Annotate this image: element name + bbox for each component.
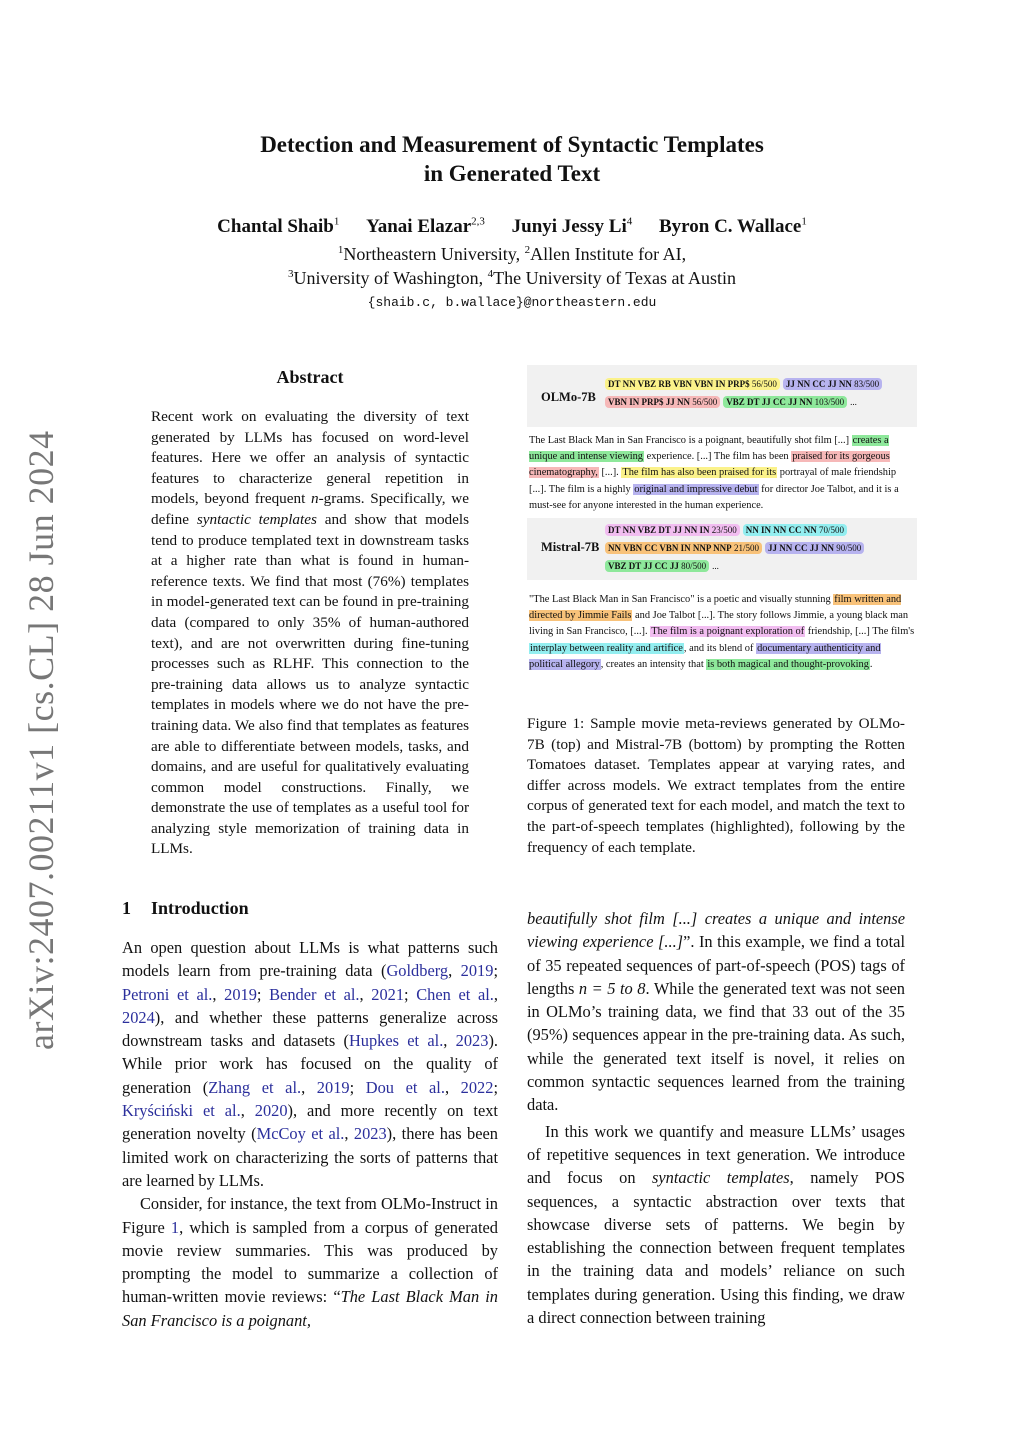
- olmo-sample-text: The Last Black Man in San Francisco is a poignant, beautifully shot film [...] creates a unique and intense viewing experience. [...] The film has been praised for its gorgeous cinematography, [...]. The film has also been praised for its portrayal of male friendship [...]. The film is a highly original and impressive debut for director Joe Talbot, and it is a must-see for anyone interested in the human experience.: [529, 435, 899, 511]
- abstract-heading: Abstract: [276, 367, 344, 387]
- pos-template-tag: NN IN NN CC NN 70/500: [743, 524, 847, 536]
- citation-link[interactable]: McCoy et al.: [256, 1124, 345, 1144]
- template-tags: DT NN VBZ RB VBN VBN IN PRP$ 56/500 JJ NN CC JJ NN 83/500 VBN IN PRP$ JJ NN 56/500 VBZ DT JJ CC JJ NN 103/500 ...: [605, 375, 915, 411]
- arxiv-stamp: arXiv:2407.00211v1 [cs.CL] 28 Jun 2024: [21, 430, 61, 1050]
- abstract-text: Recent work on evaluating the diversity of text generated by LLMs has focused on word-level features. Here we offer an analysis of syntactic features to characterize general repetition in models, beyond frequent n-grams. Specifically, we define syntactic templates and show that models tend to produce templated text in downstream tasks at a higher rate than what is found in human-reference texts. We find that most (76%) templates in model-generated text can be found in pre-training data (compared to only 35% of human-authored text), and are not overwritten during fine-tuning processes such as RLHF. This connection to the pre-training data allows us to analyze syntactic templates in models where we do not have the pre-training data. We also find that templates as features are able to differentiate between models, tasks, and domains, and are useful for qualitatively evaluating common model constructions. Finally, we demonstrate the use of templates as a useful tool for analyzing style memorization of training data in LLMs.: [151, 408, 470, 858]
- olmo-template-box: [527, 365, 917, 427]
- intro-paragraph: Consider, for instance, the text from OLMo-Instruct in Figure 1, which is sampled from a corpus of generated movie review summaries. This was produced by prompting the model to summarize a collection of human-written movie reviews: “The Last Black Man in San Francisco is a poignant,: [122, 1194, 498, 1330]
- author: Chantal Shaib$^1$: [217, 215, 340, 237]
- citation-link[interactable]: Chen et al.: [416, 984, 494, 1004]
- citation-link[interactable]: Goldberg: [386, 961, 449, 981]
- author-email: {shaib.c, b.wallace}@northeastern.edu: [367, 295, 657, 310]
- template-tags: DT NN VBZ DT JJ NN IN 23/500 NN IN NN CC NN 70/500 NN VBN CC VBN IN NNP NNP 21/500 JJ NN CC JJ NN 90/500 VBZ DT JJ CC JJ 80/500 ...: [605, 521, 915, 575]
- citation-link[interactable]: Dou et al.: [365, 1077, 445, 1097]
- citation-link[interactable]: Hupkes et al.: [348, 1031, 444, 1051]
- pos-template-tag: VBZ DT JJ CC JJ 80/500: [605, 560, 709, 572]
- intro-left-column: [122, 936, 498, 1332]
- figure-caption: Figure 1: Sample movie meta-reviews generated by OLMo-7B (top) and Mistral-7B (bottom) by prompting the Rotten Tomatoes dataset. Templates appear at varying rates, and differ across models. We extract templates from the entire corpus of generated text for each model, and match the text to the part-of-speech templates (highlighted), following by the frequency of each template.: [527, 715, 905, 856]
- paper-title: Detection and Measurement of Syntactic Templates in Generated Text: [260, 132, 764, 186]
- citation-link[interactable]: Kryściński et al.: [122, 1101, 241, 1121]
- pos-template-tag: JJ NN CC JJ NN 90/500: [765, 542, 864, 554]
- citation-link[interactable]: Petroni et al.: [122, 984, 213, 1004]
- model-label: Mistral-7B: [541, 540, 600, 555]
- pos-template-tag: NN VBN CC VBN IN NNP NNP 21/500: [605, 542, 762, 554]
- intro-paragraph: In this work we quantify and measure LLMs’ usages of repetitive sequences in text generation. We introduce and focus on syntactic templates, namely POS sequences, a syntactic abstraction over texts that showcase diverse sets of patterns. We begin by establishing the connection between frequent templates in the training data and models’ reliance on such templates during generation. Using this finding, we draw a direct connection between training: [527, 1121, 906, 1328]
- figure-link[interactable]: 1: [170, 1217, 180, 1237]
- affiliation-line-2: $^3$University of Washington, $^4$The University of Texas at Austin: [287, 268, 737, 288]
- pos-template-tag: VBZ DT JJ CC JJ NN 103/500: [723, 396, 847, 408]
- mistral-template-box: [527, 518, 917, 580]
- pos-template-tag: DT NN VBZ RB VBN VBN IN PRP$ 56/500: [605, 378, 780, 390]
- affiliation-line-1: $^1$Northeastern University, $^2$Allen Institute for AI,: [337, 244, 687, 264]
- citation-link[interactable]: Bender et al.: [269, 984, 360, 1004]
- section-heading: 1 Introduction: [122, 898, 249, 918]
- intro-paragraph: An open question about LLMs is what patterns such models learn from pre-training data (Goldberg, 2019; Petroni et al., 2019; Bender et al., 2021; Chen et al., 2024), and whether these patterns generalize across downstream tasks and datasets (Hupkes et al., 2023). While prior work has focused on the quality of generation (Zhang et al., 2019; Dou et al., 2022; Kryściński et al., 2020), and more recently on text generation novelty (McCoy et al., 2023), there has been limited work on characterizing the sorts of patterns that are learned by LLMs.: [122, 938, 498, 1190]
- pos-template-tag: DT NN VBZ DT JJ NN IN 23/500: [605, 524, 740, 536]
- citation-link[interactable]: Zhang et al.: [208, 1077, 302, 1097]
- pos-template-tag: VBN IN PRP$ JJ NN 56/500: [605, 396, 720, 408]
- author: Yanai Elazar$^{2,3}$: [366, 215, 485, 237]
- intro-paragraph: beautifully shot film [...] creates a unique and intense viewing experience [...]”. In this example, we find a total of 35 repeated sequences of part-of-speech (POS) tags of lengths n = 5 to 8. While the generated text was not seen in OLMo’s training data, we find that 33 out of the 35 (95%) sequences appear in the pre-training data. As such, while the generated text itself is novel, it relies on common syntactic sequences learned from the training data.: [527, 909, 905, 1115]
- author: Junyi Jessy Li$^4$: [511, 215, 633, 237]
- mistral-sample-text: "The Last Black Man in San Francisco" is a poetic and visually stunning film written and directed by Jimmie Fails and Joe Talbot [...]. The story follows Jimmie, a young black man living in San Francisco, [...]. The film is a poignant exploration of friendship, [...] The film's interplay between reality and artifice, and its blend of documentary authenticity and political allegory, creates an intensity that is both magical and thought-provoking.: [529, 594, 915, 670]
- figure-1: [527, 365, 917, 673]
- pos-template-tag: JJ NN CC JJ NN 83/500: [783, 378, 882, 390]
- author: Byron C. Wallace$^1$: [658, 215, 807, 237]
- model-label: OLMo-7B: [541, 390, 596, 404]
- intro-right-column: [527, 907, 905, 1329]
- author-list: [0, 216, 1024, 238]
